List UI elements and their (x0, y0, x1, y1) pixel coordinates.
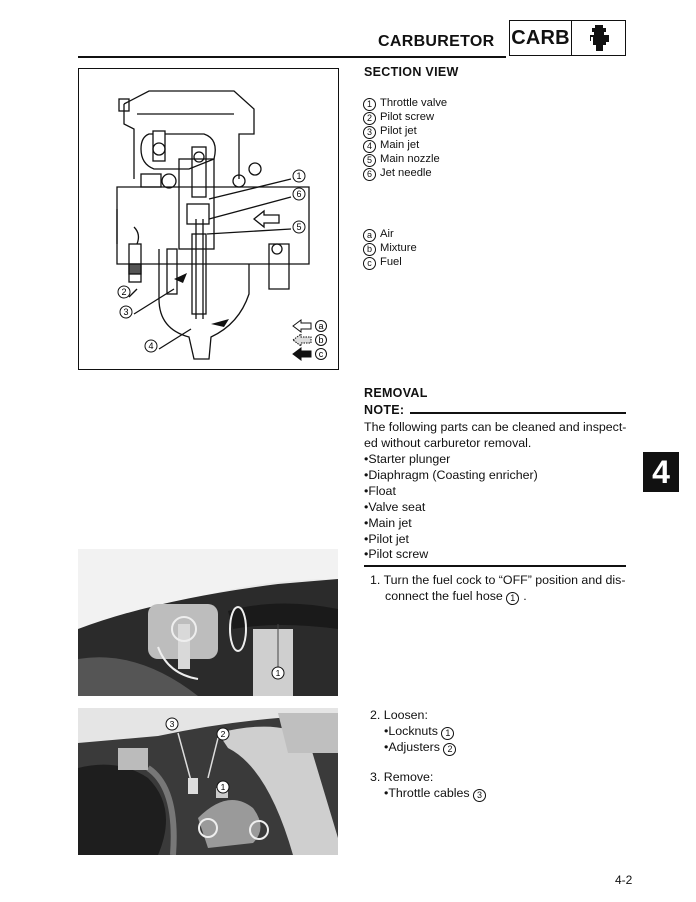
photo-callout: 1 (220, 782, 226, 792)
note-header (364, 403, 626, 417)
section-badge-label: CARB (510, 21, 572, 55)
header-rule (78, 56, 506, 58)
diagram-flow-key: a (318, 321, 324, 331)
diagram-callout: 2 (121, 287, 127, 297)
diagram-callout: 6 (296, 189, 302, 199)
flow-legend (363, 228, 417, 270)
legend-item: 4 Main jet (363, 139, 447, 153)
legend-item: 6 Jet needle (363, 167, 447, 181)
carburetor-section-diagram (78, 68, 339, 370)
legend-item: 3 Pilot jet (363, 125, 447, 139)
page-header-title: CARBURETOR (378, 33, 495, 50)
fuel-cock-photo (78, 549, 338, 696)
diagram-flow-key: b (318, 335, 324, 345)
note-end-rule (364, 565, 626, 567)
carburetor-cutaway-drawing (79, 69, 337, 368)
throttle-cables-photo (78, 708, 338, 855)
carburetor-icon (572, 21, 625, 55)
diagram-callout: 1 (296, 171, 302, 181)
photo-callout: 3 (169, 719, 175, 729)
note-text: The following parts can be cleaned and inspect-ed without carburetor removal. (364, 420, 627, 450)
ref-callout: 1 (506, 592, 519, 605)
ref-callout: 1 (441, 727, 454, 740)
legend-item: 1 Throttle valve (363, 97, 447, 111)
section-badge (509, 20, 626, 56)
legend-item: a Air (363, 228, 417, 242)
bullet-item: •Float (364, 483, 396, 498)
legend-item: c Fuel (363, 256, 417, 270)
diagram-callout: 5 (296, 222, 302, 232)
photo-callout: 1 (275, 668, 281, 678)
bullet-item: •Adjusters 2 (384, 740, 630, 756)
bullet-item: •Starter plunger (364, 452, 451, 466)
bullet-item: •Main jet (364, 515, 412, 530)
photo-callout: 2 (220, 729, 226, 739)
bullet-item: •Pilot screw (364, 547, 429, 562)
step-3: 3. Remove: •Throttle cables 3 (370, 770, 630, 802)
note-label: NOTE: (364, 403, 405, 417)
page-number: 4-2 (615, 873, 633, 887)
ref-callout: 3 (473, 789, 486, 802)
diagram-callout: 4 (148, 341, 154, 351)
note-bullet-list (364, 452, 538, 563)
step-1: 1. Turn the fuel cock to “OFF” position and dis- connect the fuel hose 1 . (370, 573, 626, 603)
ref-callout: 2 (443, 743, 456, 756)
chapter-tab: 4 (643, 452, 679, 492)
bullet-item: •Diaphragm (Coasting enricher) (364, 467, 538, 482)
legend-item: b Mixture (363, 242, 417, 256)
step-2: 2. Loosen: •Locknuts 1 •Adjusters 2 (370, 708, 630, 756)
legend-item: 5 Main nozzle (363, 153, 447, 167)
bullet-item: •Locknuts 1 (384, 724, 630, 740)
removal-title: REMOVAL (364, 386, 428, 400)
legend-item: 2 Pilot screw (363, 111, 447, 125)
bullet-item: •Pilot jet (364, 531, 409, 546)
parts-legend (363, 97, 447, 181)
bullet-item: •Throttle cables 3 (384, 786, 630, 802)
section-view-title: SECTION VIEW (364, 65, 459, 79)
diagram-flow-key: c (318, 349, 324, 359)
bullet-item: •Valve seat (364, 499, 426, 514)
note-rule (410, 412, 626, 414)
diagram-callout: 3 (123, 307, 129, 317)
